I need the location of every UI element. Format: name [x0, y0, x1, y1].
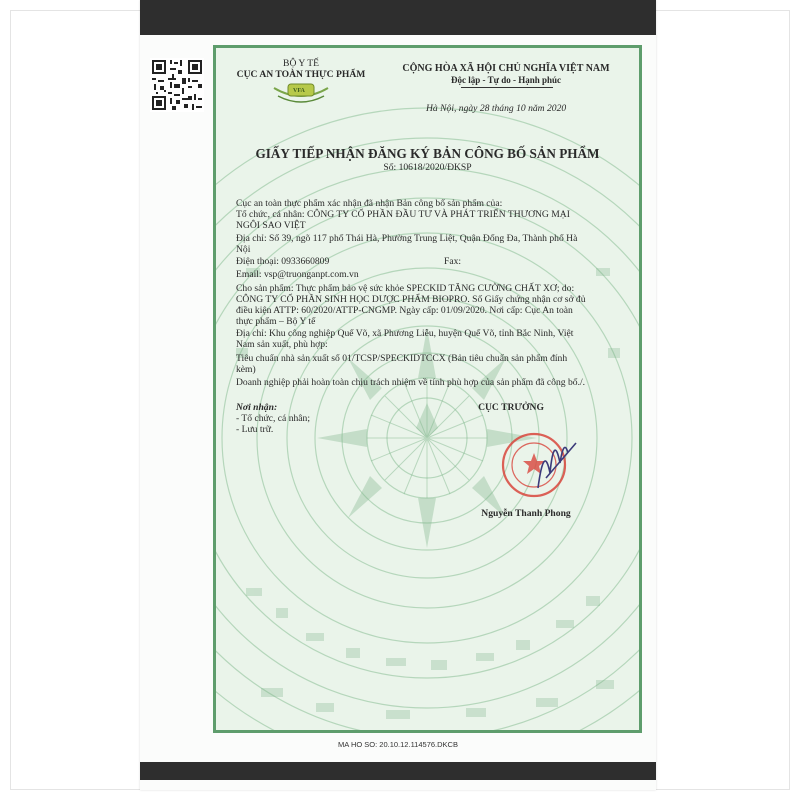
top-dark-bar: [140, 0, 656, 35]
body-line: CÔNG TY CỔ PHẦN SINH HỌC DƯỢC PHẨM BIOPRO. Số Giấy chứng nhận cơ sở đủ: [236, 294, 586, 305]
body-line: Địa chỉ: Số 39, ngõ 117 phố Thái Hà, Phường Trung Liệt, Quận Đống Đa, Thành phố Hà: [236, 233, 578, 244]
recipient-item: - Lưu trữ.: [236, 424, 274, 435]
official-stamp: [496, 423, 586, 503]
dossier-code: MA HO SO: 20.10.12.114576.DKCB: [338, 740, 458, 749]
body-line: Tiêu chuẩn nhà sản xuất số 01/TCSP/SPECKIDTCCX (Bản tiêu chuẩn sản phẩm đính: [236, 353, 568, 364]
ministry-name: BỘ Y TẾ: [283, 58, 319, 69]
body-line: điều kiện ATTP: 60/2020/ATTP-CNGMP. Ngày cấp: 01/09/2020. Nơi cấp: Cục An toàn: [236, 305, 573, 316]
fax-label: Fax:: [444, 256, 462, 267]
body-line: Cho sản phẩm: Thực phẩm bảo vệ sức khỏe SPECKID TĂNG CƯỜNG CHẤT XƠ; do:: [236, 283, 575, 294]
body-line: Cục an toàn thực phẩm xác nhận đã nhận Bản công bố sản phẩm của:: [236, 198, 503, 209]
body-line: Nam sản xuất, phù hợp:: [236, 339, 328, 350]
body-line: Nội: [236, 244, 251, 255]
body-line: NGÔI SAO VIỆT: [236, 220, 306, 231]
body-line: Doanh nghiệp phải hoàn toàn chịu trách nhiệm về tính phù hợp của sản phẩm đã công bố./.: [236, 377, 586, 388]
document-number: Số: 10618/2020/ĐKSP: [383, 162, 472, 173]
national-motto: Độc lập - Tự do - Hạnh phúc: [450, 75, 561, 85]
recipients-heading: Nơi nhận:: [236, 402, 278, 413]
body-line: thực phẩm – Bộ Y tế: [236, 316, 316, 327]
document-title: GIẤY TIẾP NHẬN ĐĂNG KÝ BẢN CÔNG BỐ SẢN PHẨM: [255, 146, 600, 161]
recipient-item: - Tổ chức, cá nhân;: [236, 413, 311, 424]
signer-name: Nguyễn Thanh Phong: [481, 508, 571, 519]
body-line: kèm): [236, 364, 256, 375]
body-line: Điện thoại: 0933660809: [236, 256, 330, 267]
body-line: Email: vsp@truonganpt.com.vn: [236, 269, 359, 280]
agency-name: CỤC AN TOÀN THỰC PHẨM: [236, 69, 366, 80]
issue-date: Hà Nội, ngày 28 tháng 10 năm 2020: [426, 103, 567, 114]
logo-text: VFA: [293, 88, 305, 94]
certificate: [213, 45, 642, 733]
body-line: Tổ chức, cá nhân: CÔNG TY CỔ PHẦN ĐẦU TƯ VÀ PHÁT TRIỂN THƯƠNG MẠI: [236, 209, 570, 220]
signer-title: CỤC TRƯỞNG: [478, 402, 544, 413]
bottom-dark-bar: [140, 762, 656, 780]
qr-code: [150, 58, 204, 112]
motto-underline: [461, 87, 553, 88]
body-line: Địa chỉ: Khu công nghiệp Quế Võ, xã Phương Liễu, huyện Quế Võ, tỉnh Bắc Ninh, Việt: [236, 328, 574, 339]
nation-name: CỘNG HÒA XÃ HỘI CHỦ NGHĨA VIỆT NAM: [402, 63, 610, 74]
